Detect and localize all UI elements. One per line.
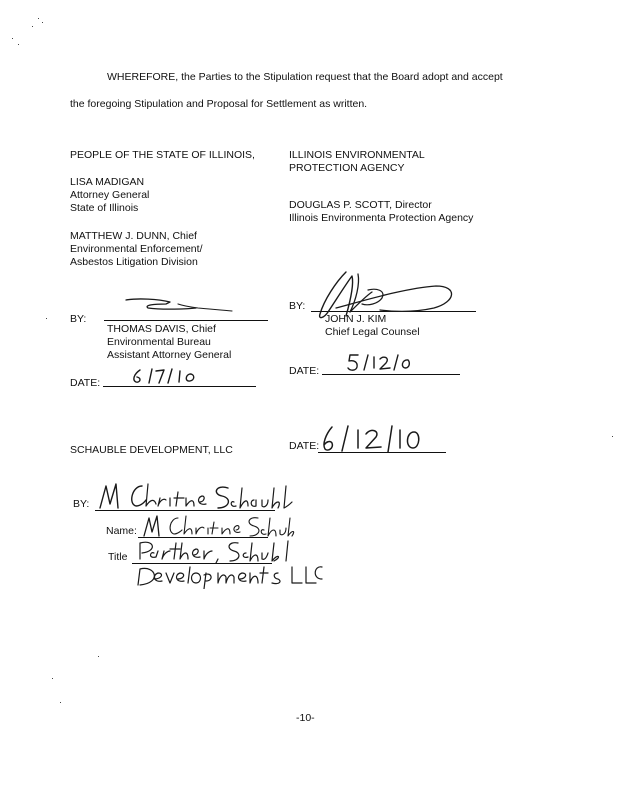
scan-speck [52, 678, 53, 679]
scan-speck [98, 656, 99, 657]
attorney-general-block [70, 176, 149, 215]
page-number: -10- [296, 712, 315, 724]
people-signer-block [107, 323, 231, 362]
scan-speck [12, 38, 13, 39]
agency-name: Illinois Environmenta Protection Agency [289, 212, 474, 224]
schauble-by-label: BY: [73, 498, 90, 510]
scan-speck [60, 702, 61, 703]
agency-by-label: BY: [289, 300, 306, 312]
people-date-handwritten [128, 366, 208, 386]
agency-date-handwritten [344, 352, 416, 374]
schauble-date-label: DATE: [289, 440, 320, 452]
agency-signer-title: Chief Legal Counsel [325, 326, 420, 338]
schauble-heading: SCHAUBLE DEVELOPMENT, LLC [70, 444, 233, 456]
scan-speck [612, 436, 613, 437]
agency-signer-name: JOHN J. KIM [325, 313, 387, 325]
agency-heading [289, 149, 425, 175]
people-signer-title: Assistant Attorney General [107, 349, 232, 361]
agency-date-label: DATE: [289, 365, 320, 377]
director-block [289, 199, 473, 225]
ag-name: LISA MADIGAN [70, 176, 145, 188]
agency-director: DOUGLAS P. SCOTT, Director [289, 199, 432, 211]
people-signer-bureau: Environmental Bureau [107, 336, 211, 348]
intro-line-2: the foregoing Stipulation and Proposal for Settlement as written. [70, 98, 368, 110]
people-date-line [103, 386, 256, 387]
people-signature-line [104, 320, 268, 321]
people-signer-name: THOMAS DAVIS, Chief [107, 323, 216, 335]
scan-speck [46, 318, 47, 319]
ag-state: State of Illinois [70, 202, 139, 214]
schauble-title-label: Title [108, 551, 128, 563]
agency-heading-1: ILLINOIS ENVIRONMENTAL [289, 149, 425, 161]
agency-date-line [322, 374, 460, 375]
intro-line-1: WHEREFORE, the Parties to the Stipulation request that the Board adopt and accept [107, 71, 503, 83]
chief-division-2: Asbestos Litigation Division [70, 256, 198, 268]
schauble-date-handwritten [318, 424, 428, 454]
people-date-label: DATE: [70, 377, 101, 389]
scan-speck [38, 18, 39, 19]
scan-speck [18, 44, 19, 45]
people-by-label: BY: [70, 313, 87, 325]
schauble-title-handwritten [134, 537, 324, 589]
chief-block [70, 230, 202, 269]
people-heading: PEOPLE OF THE STATE OF ILLINOIS, [70, 149, 255, 161]
schauble-title-handwritten-c [310, 563, 324, 583]
chief-name: MATTHEW J. DUNN, Chief [70, 230, 197, 242]
ag-title: Attorney General [70, 189, 150, 201]
agency-heading-2: PROTECTION AGENCY [289, 162, 405, 174]
chief-division-1: Environmental Enforcement/ [70, 243, 203, 255]
scan-speck [42, 22, 43, 23]
schauble-name-label: Name: [106, 525, 137, 537]
people-signature [118, 294, 238, 320]
scan-speck [32, 26, 33, 27]
agency-signer-block [325, 313, 420, 339]
